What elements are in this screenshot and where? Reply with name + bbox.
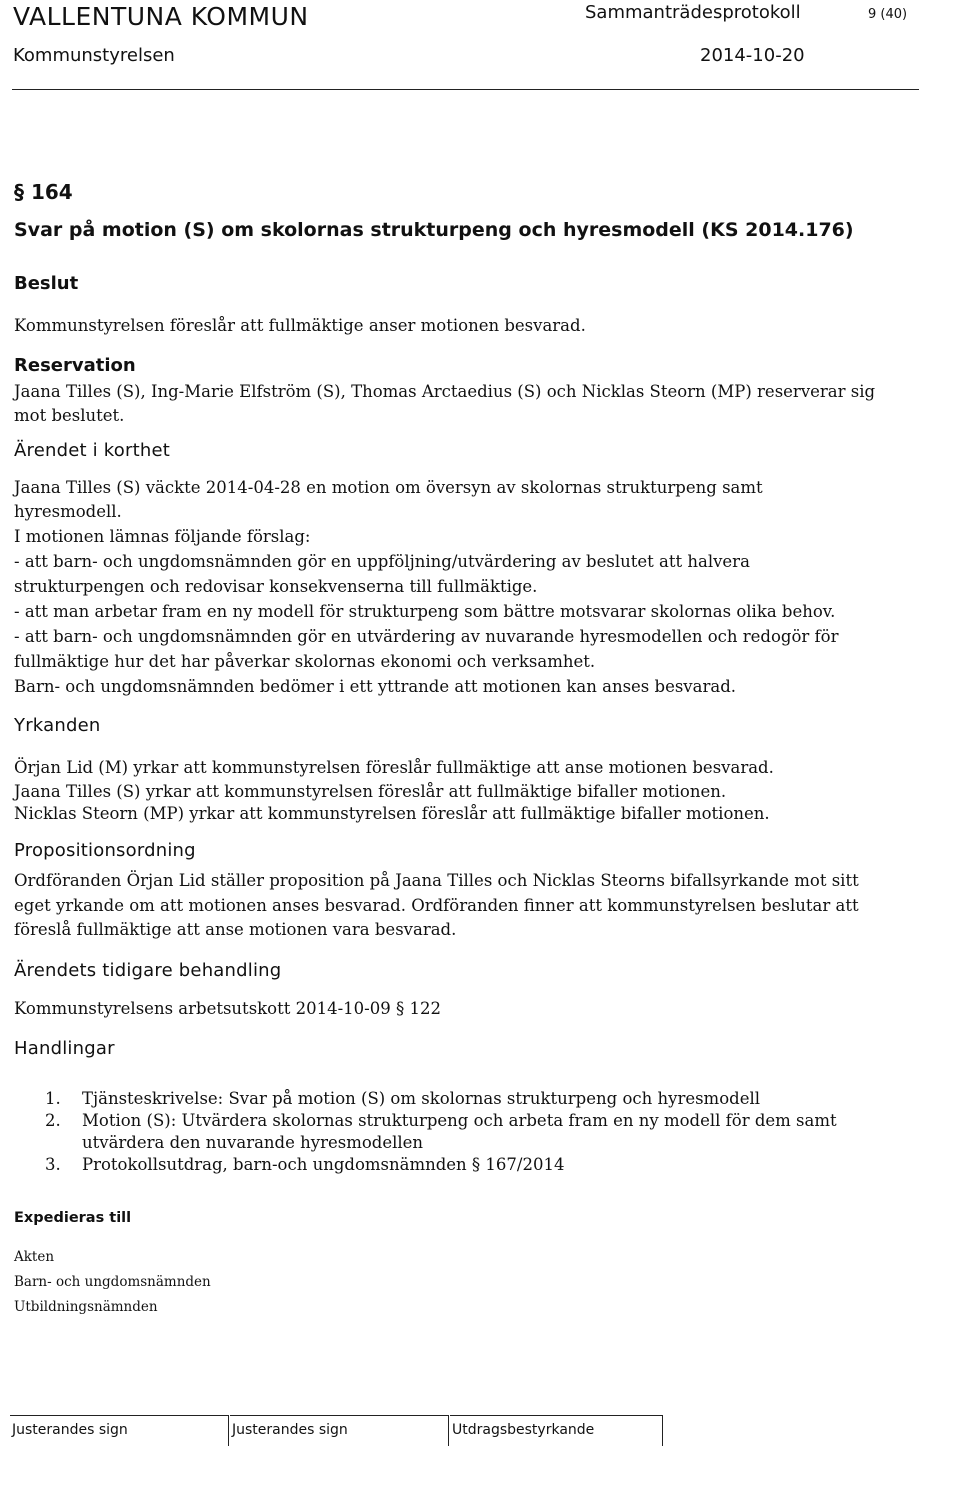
- meeting-date: 2014-10-20: [700, 45, 805, 66]
- arendet-line: hyresmodell.: [14, 502, 122, 521]
- list-item-text: Tjänsteskrivelse: Svar på motion (S) om skolornas strukturpeng och hyresmodell: [82, 1089, 761, 1108]
- list-item-number: 2.: [45, 1111, 61, 1130]
- item-title: Svar på motion (S) om skolornas strukturpeng och hyresmodell (KS 2014.176): [14, 219, 854, 241]
- list-item-text: Motion (S): Utvärdera skolornas strukturpeng och arbeta fram en ny modell för dem samt utvärdera den nuvarande hyresmodellen: [82, 1111, 837, 1152]
- department-name: Kommunstyrelsen: [13, 45, 175, 66]
- proposition-line: föreslå fullmäktige att anse motionen vara besvarad.: [14, 920, 457, 939]
- list-item: [45, 1154, 882, 1176]
- item-number: § 164: [14, 180, 73, 204]
- certification-box: [450, 1415, 663, 1446]
- tidigare-text: Kommunstyrelsens arbetsutskott 2014-10-09 § 122: [14, 999, 441, 1018]
- arendet-line: I motionen lämnas följande förslag:: [14, 527, 311, 546]
- document-type: Sammanträdesprotokoll: [585, 2, 801, 23]
- list-item-text: Protokollsutdrag, barn-och ungdomsnämnden § 167/2014: [82, 1155, 565, 1174]
- signature-box: [230, 1415, 449, 1446]
- proposition-line: eget yrkande om att motionen anses besvarad. Ordföranden finner att kommunstyrelsen beslutar att: [14, 896, 859, 915]
- arendet-line: - att barn- och ungdomsnämnden gör en uppföljning/utvärdering av beslutet att halvera: [14, 552, 750, 571]
- organization-name: VALLENTUNA KOMMUN: [13, 2, 309, 31]
- reservation-line: Jaana Tilles (S), Ing-Marie Elfström (S), Thomas Arctaedius (S) och Nicklas Steorn (MP) reserverar sig: [14, 382, 876, 401]
- arendet-line: Barn- och ungdomsnämnden bedömer i ett yttrande att motionen kan anses besvarad.: [14, 677, 736, 696]
- arendet-line: strukturpengen och redovisar konsekvenserna till fullmäktige.: [14, 577, 538, 596]
- beslut-heading: Beslut: [14, 273, 79, 294]
- expedieras-heading: Expedieras till: [14, 1210, 132, 1226]
- arendet-heading: Ärendet i korthet: [14, 440, 170, 461]
- page-number: 9 (40): [868, 7, 908, 22]
- certification-label: Utdragsbestyrkande: [452, 1422, 595, 1438]
- arendet-line: - att man arbetar fram en ny modell för strukturpeng som bättre motsvarar skolornas olika behov.: [14, 602, 836, 621]
- recipient: Akten: [14, 1249, 55, 1265]
- yrkande-line: Örjan Lid (M) yrkar att kommunstyrelsen föreslår fullmäktige att anse motionen besvarad.: [14, 758, 774, 777]
- list-item: [45, 1088, 882, 1110]
- yrkande-line: Jaana Tilles (S) yrkar att kommunstyrelsen föreslår att fullmäktige bifaller motionen.: [14, 782, 727, 801]
- handlingar-heading: Handlingar: [14, 1038, 115, 1059]
- proposition-line: Ordföranden Örjan Lid ställer proposition på Jaana Tilles och Nicklas Steorns bifallsyrkande mot sitt: [14, 871, 859, 890]
- list-item: [45, 1110, 882, 1154]
- header-divider: [12, 89, 919, 90]
- beslut-text: Kommunstyrelsen föreslår att fullmäktige anser motionen besvarad.: [14, 316, 586, 335]
- yrkande-line: Nicklas Steorn (MP) yrkar att kommunstyrelsen föreslår att fullmäktige bifaller motionen.: [14, 804, 770, 823]
- arendet-line: fullmäktige hur det har påverkar skolornas ekonomi och verksamhet.: [14, 652, 596, 671]
- list-item-number: 1.: [45, 1089, 61, 1108]
- yrkanden-heading: Yrkanden: [14, 715, 101, 736]
- arendet-line: Jaana Tilles (S) väckte 2014-04-28 en motion om översyn av skolornas strukturpeng samt: [14, 478, 763, 497]
- signature-label: Justerandes sign: [232, 1422, 348, 1438]
- reservation-heading: Reservation: [14, 355, 136, 376]
- propositionsordning-heading: Propositionsordning: [14, 840, 196, 861]
- list-item-number: 3.: [45, 1155, 61, 1174]
- recipient: Barn- och ungdomsnämnden: [14, 1274, 211, 1290]
- reservation-line: mot beslutet.: [14, 406, 125, 425]
- tidigare-heading: Ärendets tidigare behandling: [14, 960, 282, 981]
- signature-label: Justerandes sign: [12, 1422, 128, 1438]
- arendet-line: - att barn- och ungdomsnämnden gör en utvärdering av nuvarande hyresmodellen och redogör för: [14, 627, 839, 646]
- signature-box: [10, 1415, 229, 1446]
- handlingar-list: [45, 1088, 882, 1176]
- recipient: Utbildningsnämnden: [14, 1299, 158, 1315]
